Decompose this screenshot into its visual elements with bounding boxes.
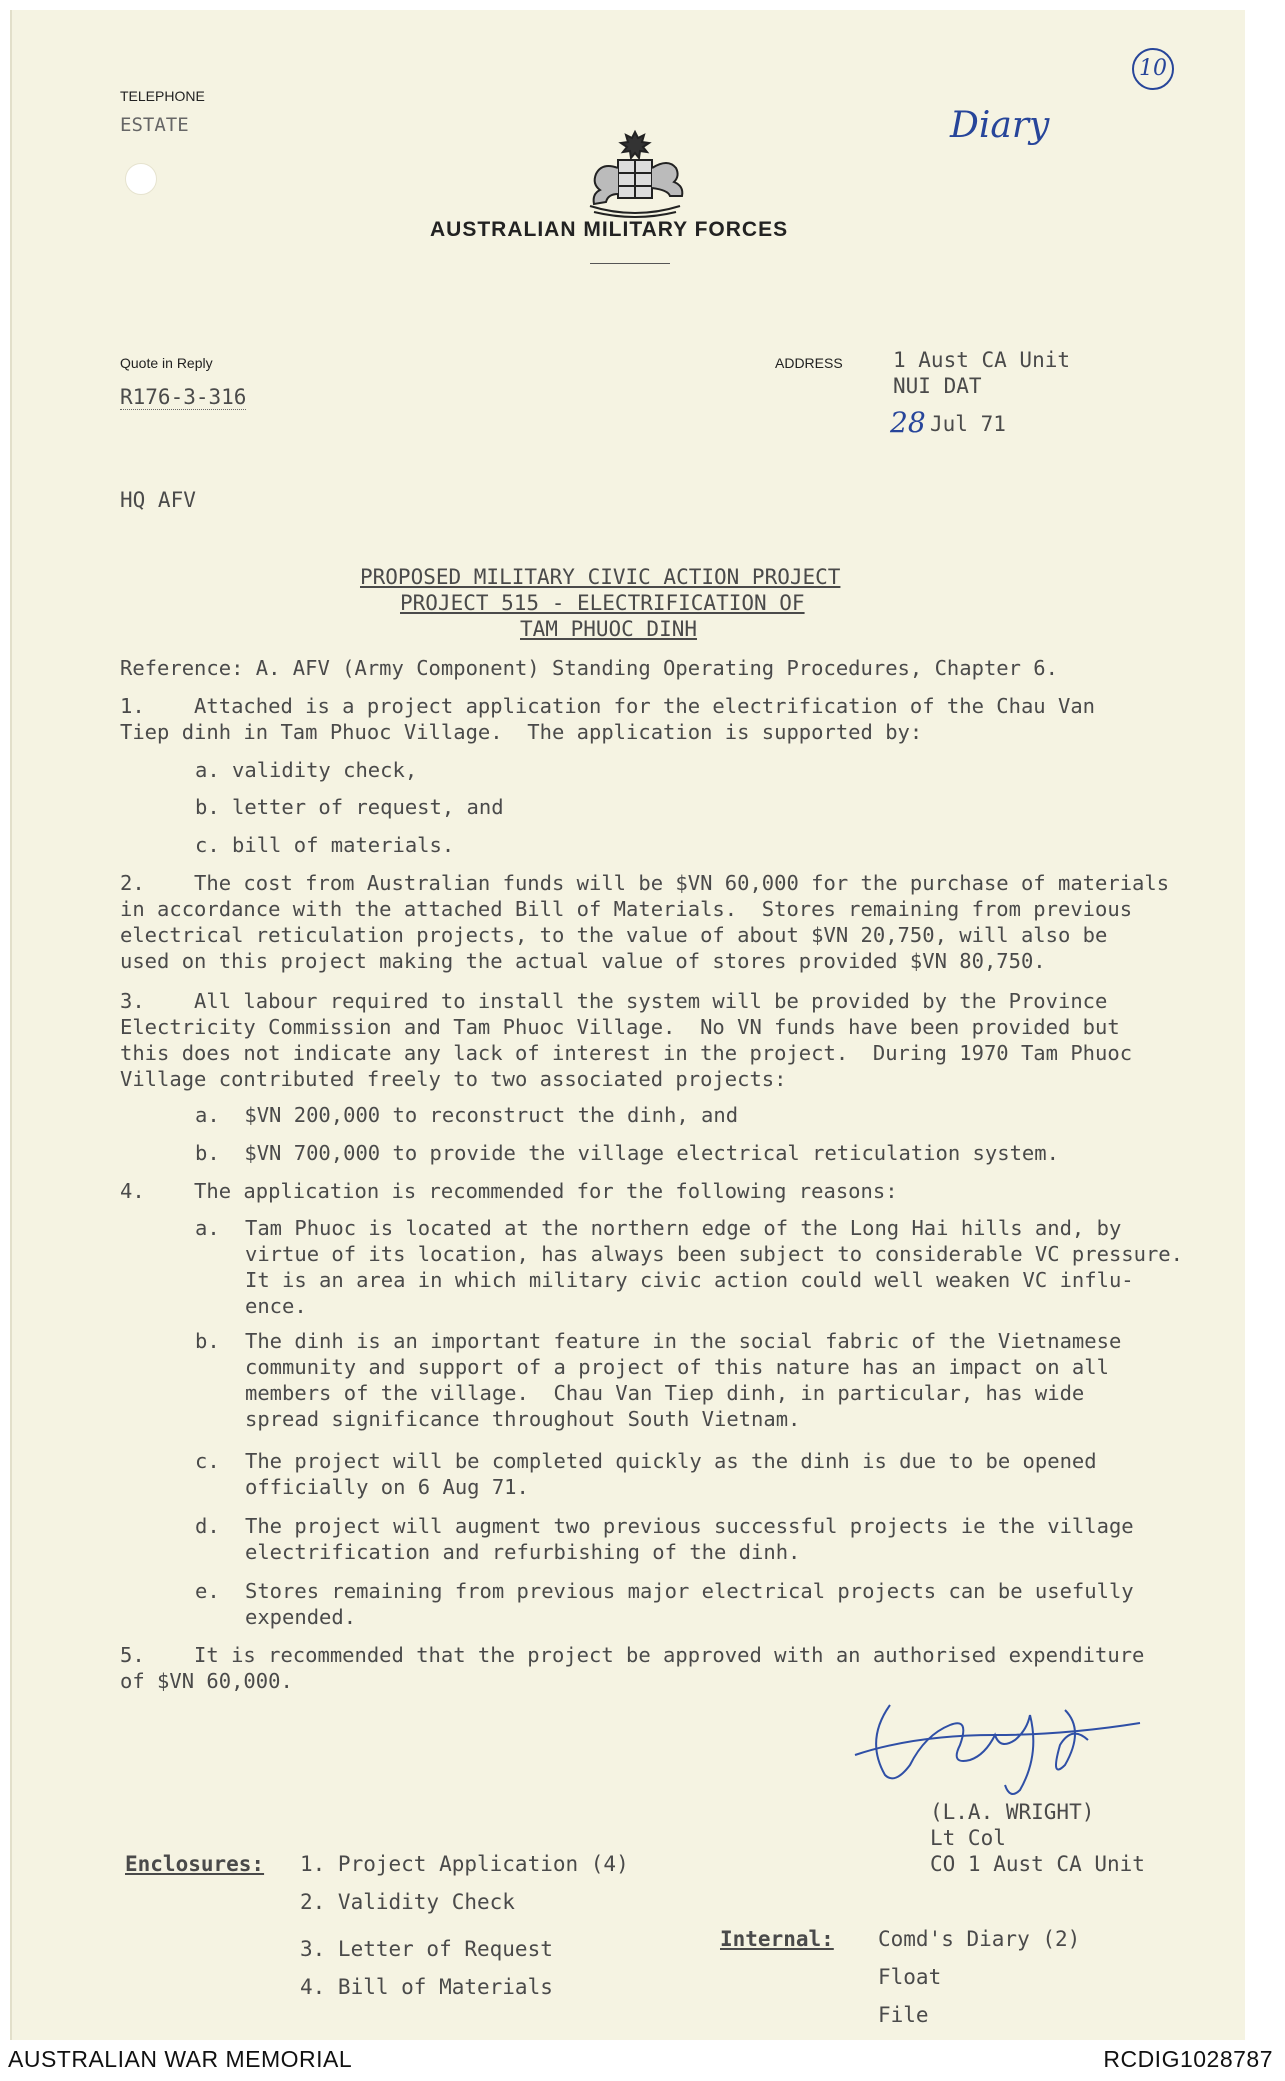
paragraph-4: 4. The application is recommended for the following reasons: — [120, 1179, 898, 1203]
subject-line-2: PROJECT 515 - ELECTRIFICATION OF — [400, 591, 805, 615]
diary-annotation: Diary — [950, 105, 1050, 146]
handwritten-signature — [850, 1675, 1150, 1805]
internal-item: Float — [878, 1965, 942, 1989]
address-label: ADDRESS — [775, 355, 843, 371]
paragraph-4a-label: a. — [195, 1216, 220, 1240]
paragraph-1c: c. bill of materials. — [195, 833, 455, 857]
paragraph-4e: Stores remaining from previous major electrical projects can be usefully expended. — [245, 1579, 1134, 1629]
enclosure-item: 3. Letter of Request — [300, 1937, 553, 1961]
enclosure-item: 4. Bill of Materials — [300, 1975, 553, 1999]
page-number-annotation: 10 — [1132, 48, 1174, 90]
coat-of-arms-crest — [570, 128, 700, 223]
quote-label: Quote in Reply — [120, 355, 213, 371]
paragraph-4d: The project will augment two previous successful projects ie the village electrification and refurbishing of the dinh. — [245, 1514, 1134, 1564]
paragraph-4e-label: e. — [195, 1579, 220, 1603]
document-page — [10, 10, 1245, 2040]
address-line-1: 1 Aust CA Unit — [893, 348, 1071, 372]
enclosure-item: 2. Validity Check — [300, 1890, 515, 1914]
paragraph-4d-label: d. — [195, 1514, 220, 1538]
enclosure-item: 1. Project Application (4) — [300, 1852, 629, 1876]
footer-institution: AUSTRALIAN WAR MEMORIAL — [8, 2046, 353, 2072]
paragraph-4c-label: c. — [195, 1449, 220, 1473]
subject-line-1: PROPOSED MILITARY CIVIC ACTION PROJECT — [360, 565, 841, 589]
enclosures-label: Enclosures: — [125, 1852, 265, 1876]
signatory-name: (L.A. WRIGHT) — [930, 1800, 1095, 1824]
paragraph-3b: b. $VN 700,000 to provide the village electrical reticulation system. — [195, 1141, 1059, 1165]
subject-line-3: TAM PHUOC DINH — [520, 617, 698, 641]
recipient: HQ AFV — [120, 488, 196, 512]
date-day-handwritten: 28 — [890, 406, 926, 439]
paragraph-4a: Tam Phuoc is located at the northern edge of the Long Hai hills and, by virtue of its location, has always been subject to considerable VC pressure. It is an area in which military civic action could well weaken VC influ- ence. — [245, 1216, 1183, 1318]
signatory-rank: Lt Col — [930, 1826, 1006, 1850]
paragraph-4c: The project will be completed quickly as the dinh is due to be opened officially on 6 Aug 71. — [245, 1449, 1097, 1499]
punch-hole — [125, 163, 157, 195]
organisation-title: AUSTRALIAN MILITARY FORCES — [430, 218, 789, 241]
signatory-position: CO 1 Aust CA Unit — [930, 1852, 1145, 1876]
paragraph-2: 2. The cost from Australian funds will be $VN 60,000 for the purchase of materials in accordance with the attached Bill of Materials. Stores remaining from previous electrical reticulation projects, to the value of about $VN 20,750, will also be used on this project making the actual value of stores provided $VN 80,750. — [120, 871, 1170, 973]
title-rule — [590, 263, 670, 264]
address-line-2: NUI DAT — [893, 374, 982, 398]
internal-label: Internal: — [720, 1927, 834, 1951]
internal-item: File — [878, 2003, 929, 2027]
paragraph-4b-label: b. — [195, 1329, 220, 1353]
telephone-label: TELEPHONE — [120, 88, 205, 104]
paragraph-3a: a. $VN 200,000 to reconstruct the dinh, and — [195, 1103, 739, 1127]
quote-reference: R176-3-316 — [120, 385, 247, 409]
internal-item: Comd's Diary (2) — [878, 1927, 1081, 1951]
paragraph-1a: a. validity check, — [195, 758, 418, 782]
footer-record-id: RCDIG1028787 — [1103, 2046, 1273, 2072]
date-month-year: Jul 71 — [930, 412, 1006, 436]
paragraph-3: 3. All labour required to install the system will be provided by the Province Electricity Commission and Tam Phuoc Village. No VN funds have been provided but this does not indicate any lack of interest in the project. During 1970 Tam Phuoc Village contributed freely to two associated projects: — [120, 989, 1133, 1091]
paragraph-5: 5. It is recommended that the project be approved with an authorised expenditure of $VN 60,000. — [120, 1643, 1145, 1693]
paragraph-4b: The dinh is an important feature in the social fabric of the Vietnamese community and support of a project of this nature has an impact on all members of the village. Chau Van Tiep dinh, in particular, has wide spread significance throughout South Vietnam. — [245, 1329, 1122, 1431]
telephone-value: ESTATE — [120, 114, 189, 136]
reference-line: Reference: A. AFV (Army Component) Standing Operating Procedures, Chapter 6. — [120, 656, 1058, 680]
paragraph-1b: b. letter of request, and — [195, 795, 504, 819]
paragraph-1: 1. Attached is a project application for the electrification of the Chau Van Tiep dinh in Tam Phuoc Village. The application is supported by: — [120, 694, 1096, 744]
